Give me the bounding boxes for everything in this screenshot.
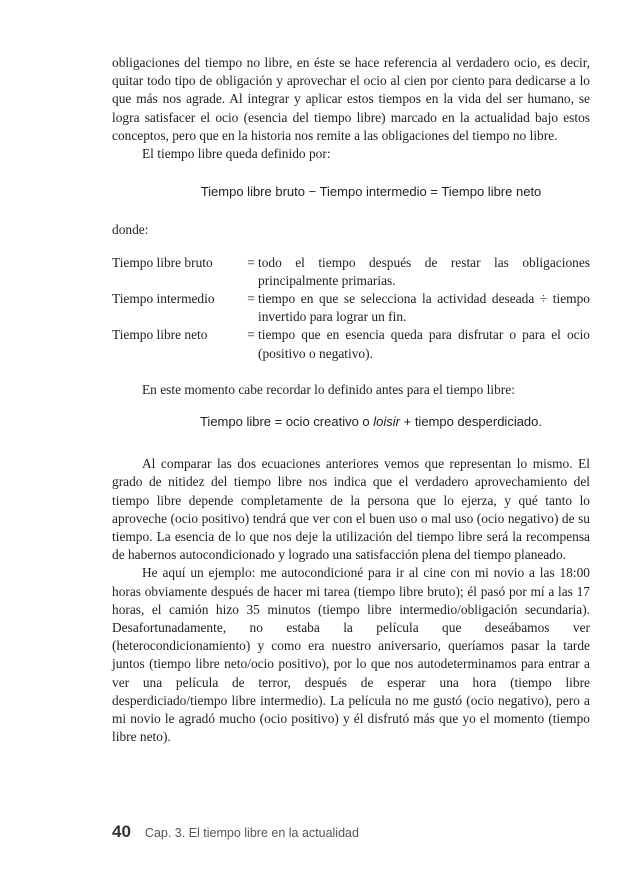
- definition-term: Tiempo libre bruto: [112, 254, 213, 270]
- definition-term: Tiempo intermedio: [112, 291, 215, 307]
- body-text: [112, 54, 590, 747]
- equation-2-italic: loisir: [373, 414, 400, 430]
- definition-equals: =: [247, 254, 255, 270]
- definition-row: [112, 290, 590, 326]
- definition-term: Tiempo libre neto: [112, 327, 208, 343]
- definition-row: [112, 326, 590, 362]
- chapter-title: Cap. 3. El tiempo libre en la actualidad: [144, 826, 359, 840]
- definition-desc: todo el tiempo después de restar las obligaciones principalmente primarias.: [258, 254, 590, 288]
- equation-2: [112, 413, 590, 431]
- paragraph-4: Al comparar las dos ecuaciones anteriores vemos que representan lo mismo. El grado de nitidez del tiempo libre nos indica que el verdadero aprovechamiento del tiempo libre depende completamente de la persona que lo ejerza, y qué tanto lo aproveche (ocio positivo) tendrá que ver con el buen uso o mal uso (ocio negativo) de su tiempo. La esencia de lo que nos deje la utilización del tiempo libre será la recompensa de habernos autocondicionado y logrado una satisfacción plena del tiempo planeado.: [112, 456, 590, 563]
- page-footer: [112, 822, 359, 846]
- definition-equals: =: [247, 291, 255, 307]
- definition-desc: tiempo en que se selecciona la actividad deseada ÷ tiempo invertido para lograr un fin.: [258, 291, 590, 325]
- paragraph-1: obligaciones del tiempo no libre, en éste se hace referencia al verdadero ocio, es decir, quitar todo tipo de obligación y aprovechar el ocio al cien por ciento para dedicarse a lo que más nos agrade. Al integrar y aplicar estos tiempos en la vida del ser humano, se logra satisfacer el ocio (esencia del tiempo libre) marcado en la actualidad bajo estos conceptos, pero que en la historia nos remite a las obligaciones del tiempo no libre.: [112, 55, 590, 143]
- equation-2-before: Tiempo libre = ocio creativo o: [199, 414, 374, 430]
- equation-2-after: + tiempo desperdiciado.: [400, 414, 543, 430]
- equation-1: Tiempo libre bruto − Tiempo intermedio = Tiempo libre neto: [200, 184, 542, 200]
- definition-desc: tiempo que en esencia queda para disfrutar o para el ocio (positivo o negativo).: [258, 327, 590, 361]
- definition-row: [112, 254, 590, 290]
- donde-label: donde:: [112, 222, 149, 238]
- paragraph-5: He aquí un ejemplo: me autocondicioné para ir al cine con mi novio a las 18:00 horas obviamente después de hacer mi tarea (tiempo libre bruto); él pasó por mí a las 17 horas, el camión hizo 35 minutos (tiempo libre intermedio/obligación secundaria). Desafortunadamente, no estaba la película que deseábamos ver (heterocondicionamiento) y como era nuestro aniversario, queríamos pasar la tarde juntos (tiempo libre neto/ocio positivo), por lo que nos autodeterminamos para entrar a ver una película de terror, después de esperar una hora (tiempo libre desperdiciado/tiempo libre intermedio). La película no me gustó (ocio negativo), pero a mi novio le agradó mucho (ocio positivo) y él disfrutó más que yo el momento (tiempo libre neto).: [112, 565, 590, 745]
- paragraph-2: El tiempo libre queda definido por:: [142, 146, 331, 162]
- paragraph-3: En este momento cabe recordar lo definido antes para el tiempo libre:: [142, 381, 515, 397]
- definitions-list: [112, 254, 590, 363]
- page-number: 40: [112, 822, 131, 841]
- definition-equals: =: [247, 327, 255, 343]
